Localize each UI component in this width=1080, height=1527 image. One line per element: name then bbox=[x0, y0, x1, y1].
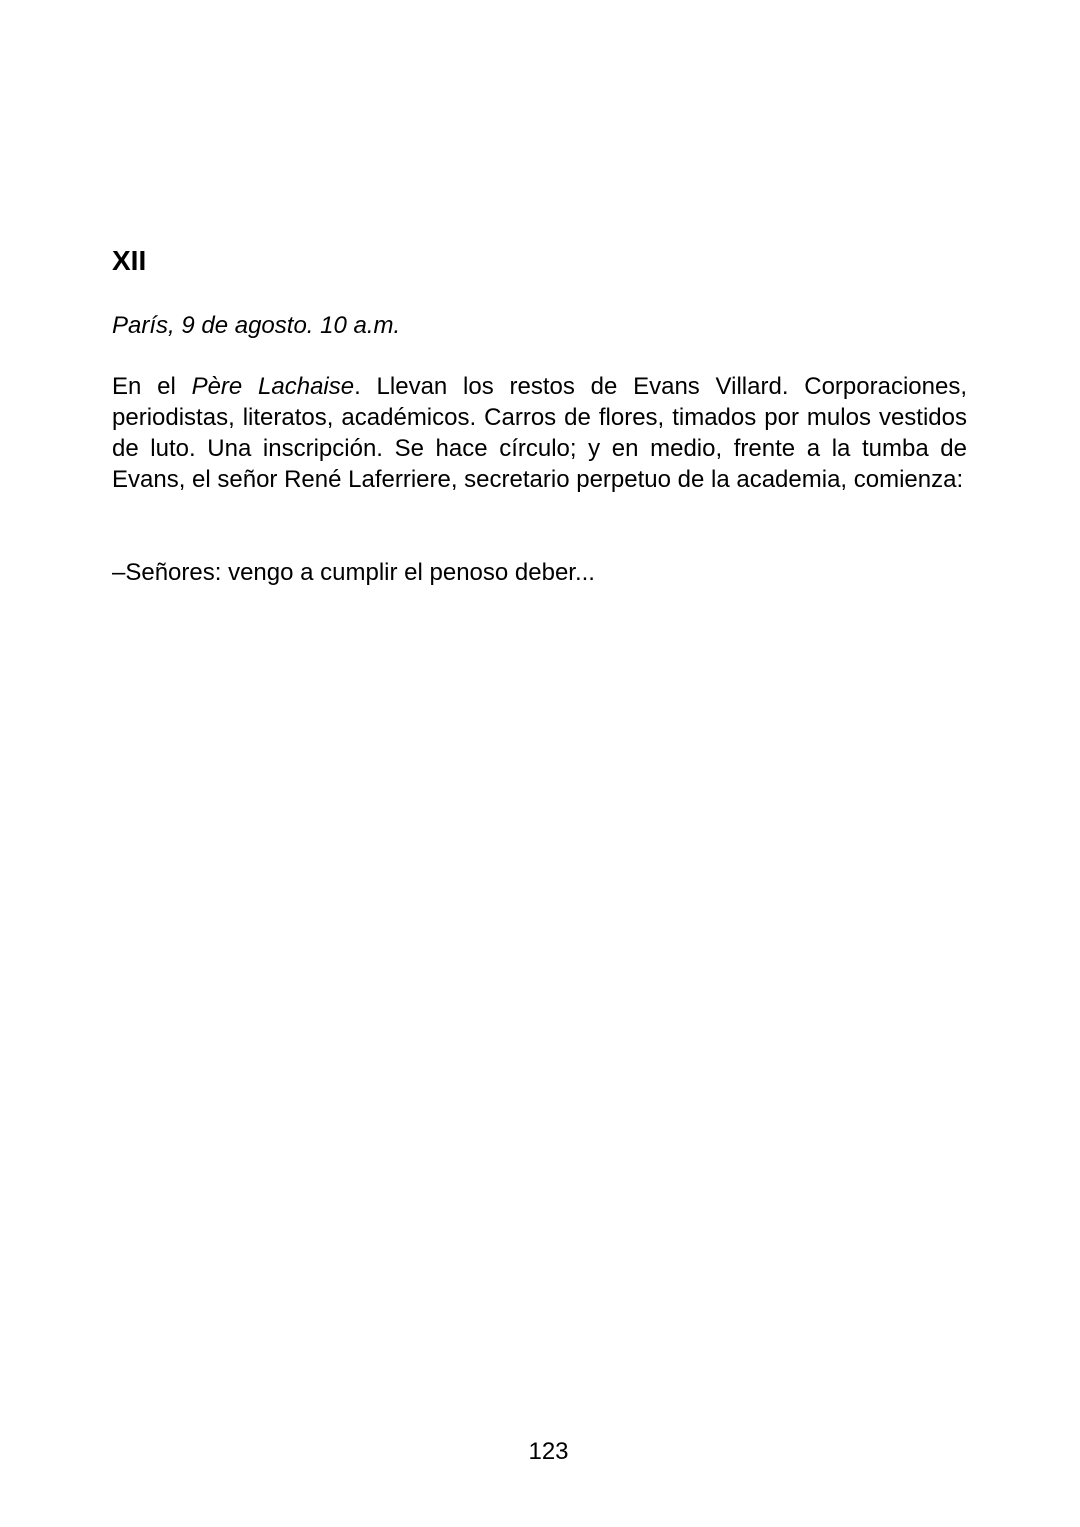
paragraph-1-lead: En el bbox=[112, 373, 192, 400]
paragraph-1-emphasis: Père Lachaise bbox=[191, 373, 355, 400]
chapter-title: XII bbox=[112, 245, 147, 276]
paragraph-1-rest: . Llevan los restos de Evans Villard. Corporaciones, periodistas, literatos, académicos. Carros de flores, timados por mulos vestidos de luto. Una inscripción. Se hace círculo; y en medio, frente a la tumba de Evans, el señor René Laferriere, secretario perpetuo de la academia, comienza: bbox=[112, 373, 968, 493]
dateline: París, 9 de agosto. 10 a.m. bbox=[112, 312, 401, 339]
paragraph-2: –Señores: vengo a cumplir el penoso deber... bbox=[112, 559, 595, 586]
page-number: 123 bbox=[528, 1438, 569, 1465]
paragraph-1 bbox=[112, 371, 967, 495]
